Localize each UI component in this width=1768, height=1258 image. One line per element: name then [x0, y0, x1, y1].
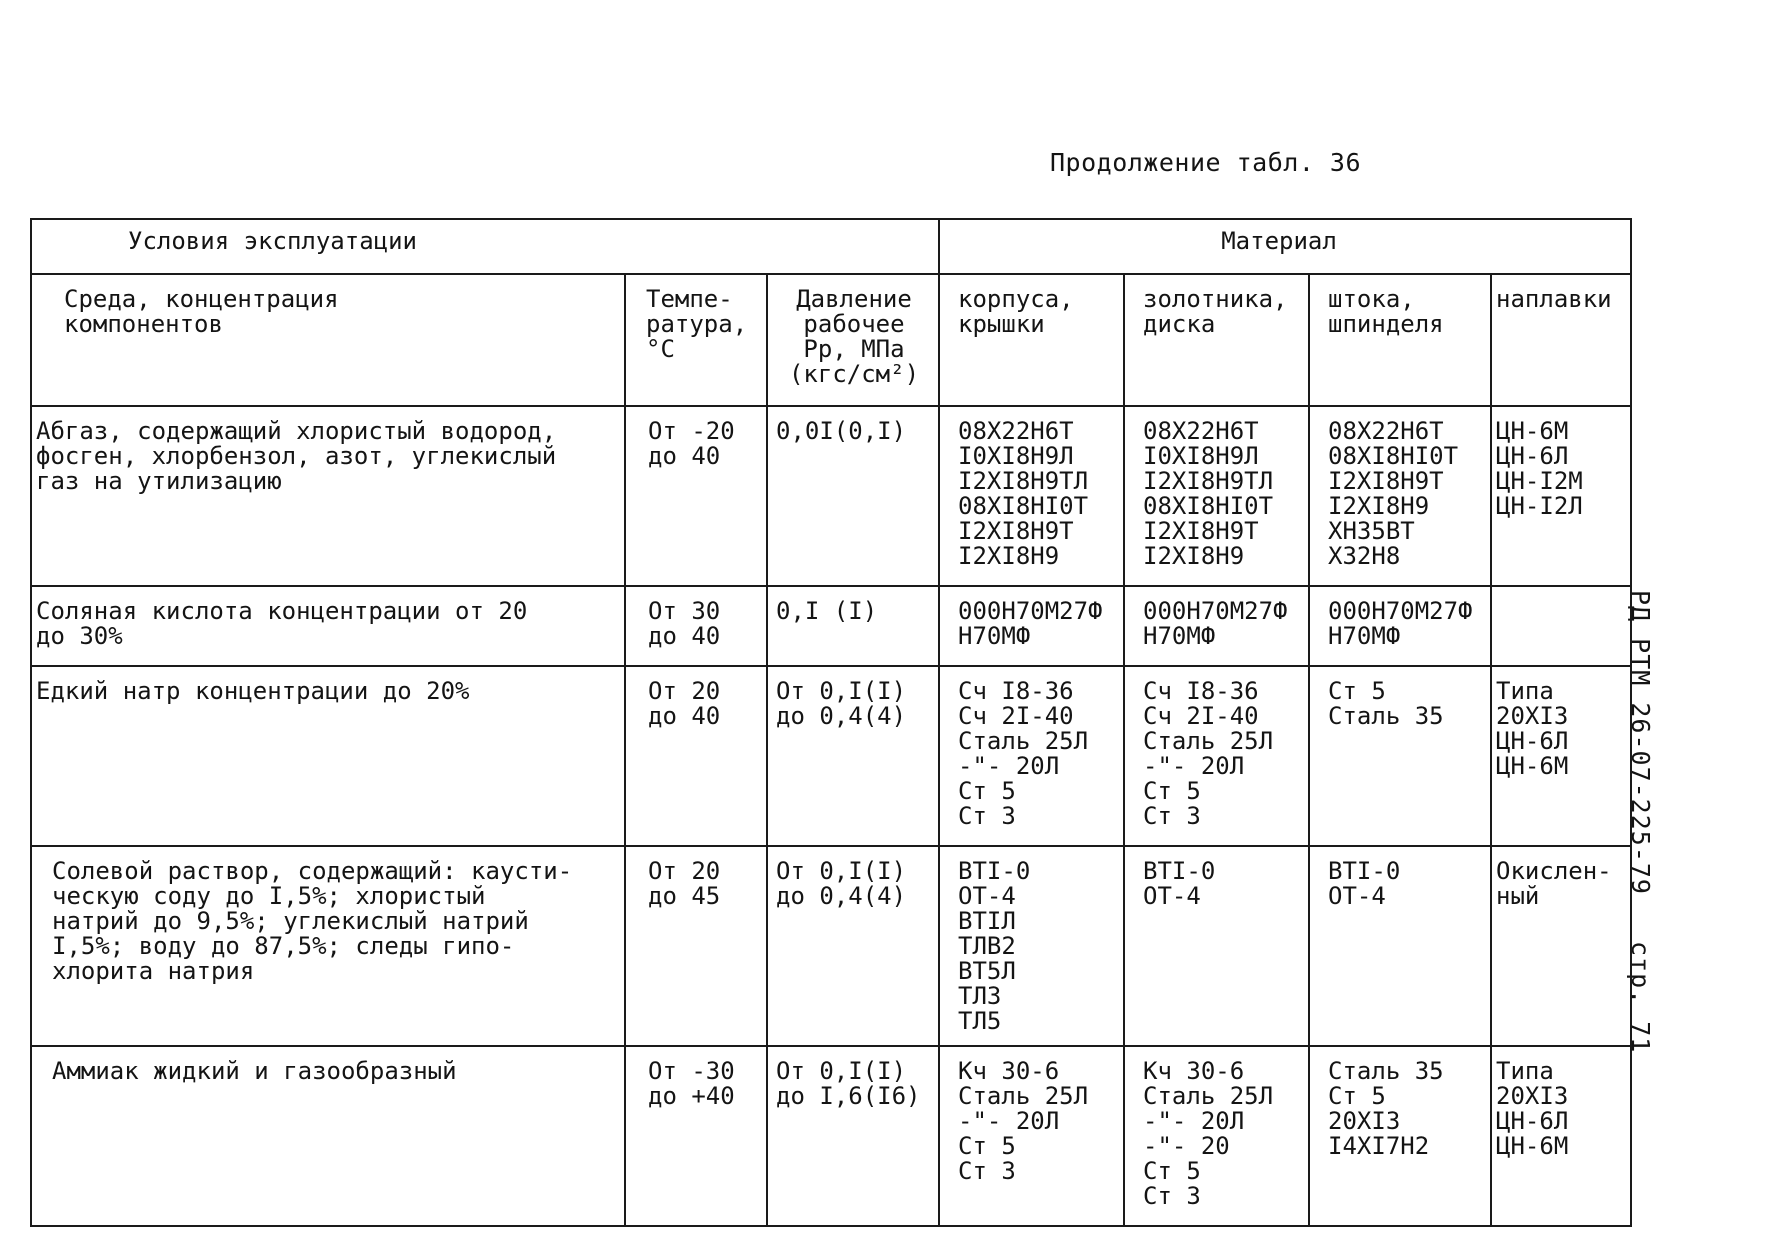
group-header-row [31, 219, 1631, 274]
cell-stem: Ст 5 Сталь 35 [1309, 666, 1491, 846]
table-row [31, 1046, 1631, 1226]
document-code: РД РТМ 26-07-225-79 [1626, 590, 1655, 895]
cell-spool: ВТI-0 ОТ-4 [1124, 846, 1309, 1046]
cell-temperature: От 30 до 40 [625, 586, 767, 666]
cell-temperature: От -20 до 40 [625, 406, 767, 586]
cell-temperature: От 20 до 40 [625, 666, 767, 846]
page-number: стр. 71 [1626, 940, 1655, 1054]
table-row [31, 666, 1631, 846]
header-spool: золотника, диска [1124, 274, 1309, 406]
cell-overlay: ЦН-6М ЦН-6Л ЦН-I2М ЦН-I2Л [1491, 406, 1631, 586]
cell-body: 08Х22Н6Т I0ХI8Н9Л I2ХI8Н9ТЛ 08ХI8НI0Т I2ХI8Н9Т I2ХI8Н9 [939, 406, 1124, 586]
table-row [31, 586, 1631, 666]
cell-temperature: От 20 до 45 [625, 846, 767, 1046]
materials-table [30, 218, 1632, 1227]
header-overlay: наплавки [1491, 274, 1631, 406]
cell-overlay: Окислен- ный [1491, 846, 1631, 1046]
column-header-row [31, 274, 1631, 406]
cell-overlay: Типа 20ХI3 ЦН-6Л ЦН-6М [1491, 666, 1631, 846]
cell-stem: 08Х22Н6Т 08ХI8НI0Т I2ХI8Н9Т I2ХI8Н9 ХН35ВТ Х32Н8 [1309, 406, 1491, 586]
cell-stem: Сталь 35 Ст 5 20ХI3 I4ХI7Н2 [1309, 1046, 1491, 1226]
table-caption: Продолжение табл. 36 [1050, 148, 1362, 177]
group-header-material: Материал [939, 219, 1631, 274]
cell-overlay: Типа 20ХI3 ЦН-6Л ЦН-6М [1491, 1046, 1631, 1226]
cell-medium: Солевой раствор, содержащий: каусти- ческую соду до I,5%; хлористый натрий до 9,5%; углекислый натрий I,5%; воду до 87,5%; следы гипо- хлорита натрия [31, 846, 625, 1046]
cell-temperature: От -30 до +40 [625, 1046, 767, 1226]
cell-pressure: 0,I (I) [767, 586, 939, 666]
cell-body: 000Н70М27Ф Н70МФ [939, 586, 1124, 666]
header-body: корпуса, крышки [939, 274, 1124, 406]
cell-body: Сч I8-36 Сч 2I-40 Сталь 25Л -"- 20Л Ст 5 Ст 3 [939, 666, 1124, 846]
cell-medium: Едкий натр концентрации до 20% [31, 666, 625, 846]
cell-body: Кч 30-6 Сталь 25Л -"- 20Л Ст 5 Ст 3 [939, 1046, 1124, 1226]
header-temperature: Темпе- ратура, °С [625, 274, 767, 406]
header-stem: штока, шпинделя [1309, 274, 1491, 406]
table-row [31, 406, 1631, 586]
cell-pressure: От 0,I(I) до I,6(I6) [767, 1046, 939, 1226]
cell-medium: Соляная кислота концентрации от 20 до 30% [31, 586, 625, 666]
table-row [31, 846, 1631, 1046]
cell-pressure: 0,0I(0,I) [767, 406, 939, 586]
cell-spool: 08Х22Н6Т I0ХI8Н9Л I2ХI8Н9ТЛ 08ХI8НI0Т I2ХI8Н9Т I2ХI8Н9 [1124, 406, 1309, 586]
cell-body: ВТI-0 ОТ-4 ВТIЛ ТЛВ2 ВТ5Л ТЛ3 ТЛ5 [939, 846, 1124, 1046]
cell-spool: Кч 30-6 Сталь 25Л -"- 20Л -"- 20 Ст 5 Ст 3 [1124, 1046, 1309, 1226]
header-medium: Среда, концентрация компонентов [31, 274, 625, 406]
cell-pressure: От 0,I(I) до 0,4(4) [767, 666, 939, 846]
header-pressure: Давление рабочее Рр, МПа (кгс/см²) [767, 274, 939, 406]
cell-stem: ВТI-0 ОТ-4 [1309, 846, 1491, 1046]
cell-medium: Абгаз, содержащий хлористый водород, фосген, хлорбензол, азот, углекислый газ на утилизацию [31, 406, 625, 586]
cell-spool: 000Н70М27Ф Н70МФ [1124, 586, 1309, 666]
group-header-conditions: Условия эксплуатации [31, 219, 939, 274]
cell-spool: Сч I8-36 Сч 2I-40 Сталь 25Л -"- 20Л Ст 5 Ст 3 [1124, 666, 1309, 846]
cell-medium: Аммиак жидкий и газообразный [31, 1046, 625, 1226]
cell-stem: 000Н70М27Ф Н70МФ [1309, 586, 1491, 666]
cell-pressure: От 0,I(I) до 0,4(4) [767, 846, 939, 1046]
cell-overlay [1491, 586, 1631, 666]
